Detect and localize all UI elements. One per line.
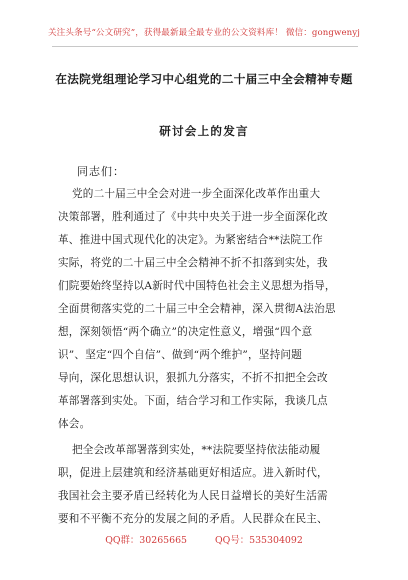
header-banner: 关注头条号“公文研究”，获得最新最全最专业的公文资料库！ 微信：gongwenyj [47, 28, 361, 38]
footer-contact [0, 532, 408, 546]
paragraph-line: 实际，将党的二十届三中全会精神不折不扣落到实处，我 [58, 257, 328, 269]
header-divider [52, 46, 358, 47]
paragraph-line: 识”、坚定“四个自信”、做到“两个维护”，坚持问题 [58, 349, 302, 361]
paragraph-line: 革部署落到实处。下面，结合学习和工作实际，我谈几点 [58, 395, 328, 407]
paragraph-line: 导向，深化思想认识，狠抓九分落实，不折不扣把全会改 [58, 372, 328, 384]
paragraph-line: 党的二十届三中全会对进一步全面深化改革作出重大 [72, 188, 321, 200]
paragraph-line: 们院要始终坚持以A新时代中国特色社会主义思想为指导， [58, 280, 336, 292]
paragraph-line: 体会。 [58, 418, 91, 430]
footer-qq-group: QQ群：30265665 [105, 535, 188, 546]
footer-qq-number: QQ号：535304092 [215, 535, 303, 546]
document-title-line-2: 研讨会上的发言 [159, 124, 249, 138]
salutation: 同志们： [77, 165, 125, 178]
document-title-line-1: 在法院党组理论学习中心组党的二十届三中全会精神专题 [55, 72, 353, 86]
paragraph-line: 把全会改革部署落到实处，**法院要坚持依法能动履 [72, 444, 321, 456]
paragraph-line: 我国社会主要矛盾已经转化为人民日益增长的美好生活需 [58, 490, 328, 502]
paragraph-line: 全面贯彻落实党的二十届三中全会精神，深入贯彻A法治思 [58, 303, 336, 315]
paragraph-line: 职，促进上层建筑和经济基础更好相适应。进入新时代， [58, 467, 328, 479]
paragraph-line: 决策部署，胜利通过了《中共中央关于进一步全面深化改 [58, 211, 328, 223]
paragraph-line: 革、推进中国式现代化的决定》。为紧密结合**法院工作 [58, 234, 323, 246]
paragraph-line: 想，深刻领悟“两个确立”的决定性意义，增强“四个意 [58, 326, 313, 338]
paragraph-line: 要和不平衡不充分的发展之间的矛盾。人民群众在民主、 [58, 513, 328, 525]
